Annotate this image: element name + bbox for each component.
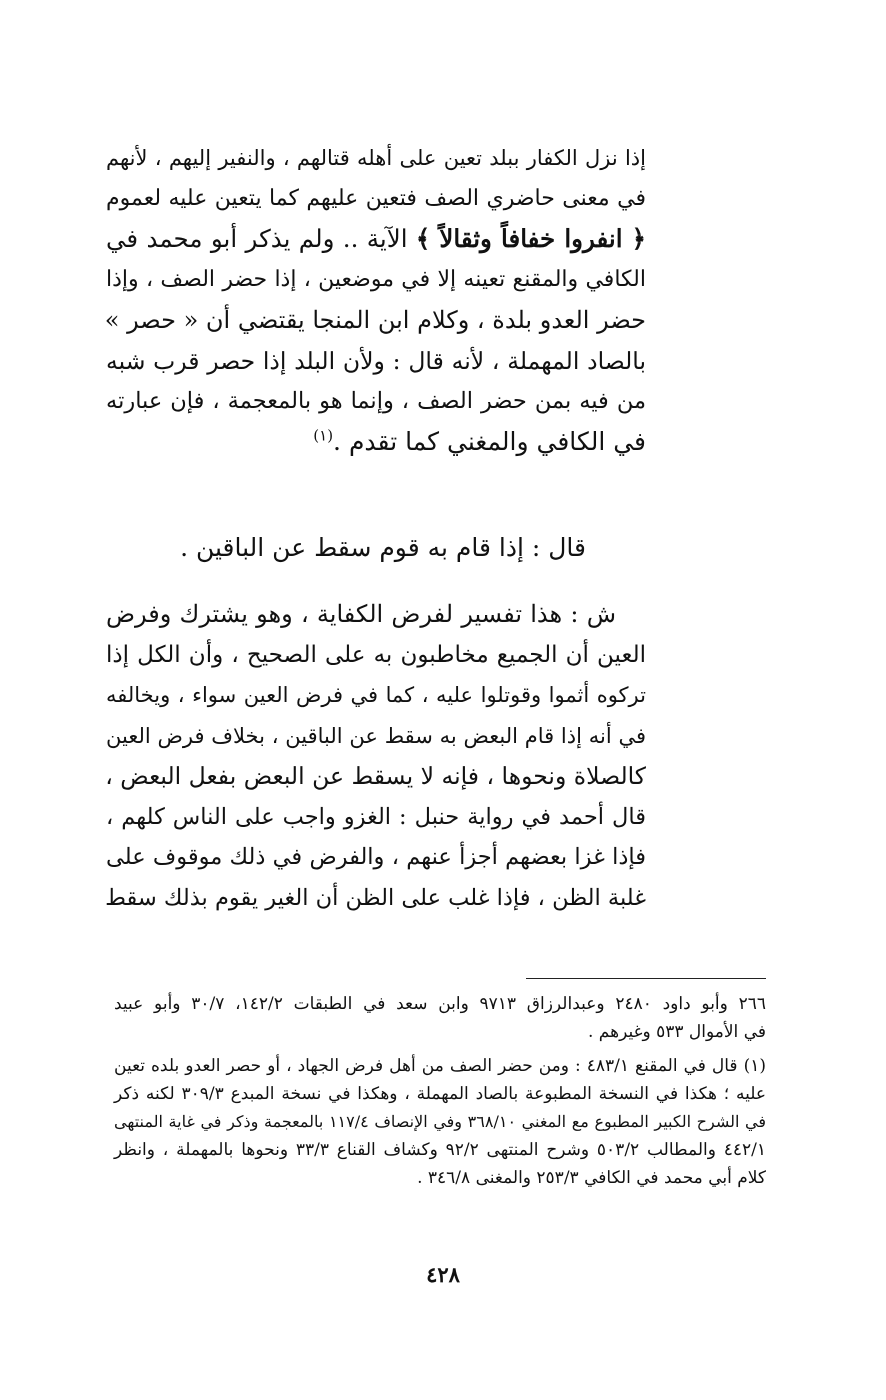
footnote-line: في الشرح الكبير المطبوع مع المغني ٣٦٨/١٠ وفي الإنصاف ١١٧/٤ بالمعجمة وذكر في غاية المنتهى — [114, 1112, 767, 1131]
text-line-verse — [106, 219, 646, 260]
footnote-line: في الأموال ٥٣٣ وغيرهم . — [587, 1022, 766, 1042]
text-line-content: في الكافي والمغني كما تقدم . — [333, 426, 646, 456]
footnote-line: (١) قال في المقنع ٤٨٣/١ : ومن حضر الصف من أهل فرض الجهاد ، أو حصر العدو بلده تعين — [114, 1056, 766, 1076]
footnote-reference: (١) — [313, 426, 334, 445]
text-line: قال أحمد في رواية حنبل : الغزو واجب على الناس كلهم ، — [106, 803, 646, 830]
text-line: في أنه إذا قام البعض به سقط عن الباقين ، بخلاف فرض العين — [106, 723, 646, 748]
text-line: إذا نزل الكفار ببلد تعين على أهله قتالهم ، والنفير إليهم ، لأنهم — [106, 146, 646, 170]
text-line: كالصلاة ونحوها ، فإنه لا يسقط عن البعض بفعل البعض ، — [105, 762, 646, 790]
paragraph-3 — [106, 594, 646, 918]
footnote-line: ٢٦٦ وأبو داود ٢٤٨٠ وعبدالرزاق ٩٧١٣ وابن سعد في الطبقات ١٤٢/٢، ٣٠/٧ وأبو عبيد — [114, 994, 766, 1014]
quote-line: قال : إذا قام به قوم سقط عن الباقين . — [180, 533, 586, 562]
text-line: من فيه بمن حضر الصف ، وإنما هو بالمعجمة ، فإن عبارته — [106, 388, 646, 414]
text-line-content: الآية .. ولم يذكر أبو محمد في — [106, 224, 416, 253]
footnote-line: عليه ؛ هكذا في النسخة المطبوعة بالصاد المهملة ، وهكذا في نسخة المبدع ٣٠٩/٣ لكنه ذكر — [114, 1084, 766, 1104]
footnotes — [114, 990, 766, 1192]
quran-verse: ﴿ انفروا خفافاً وثقالاً ﴾ — [415, 224, 646, 253]
text-line — [106, 422, 646, 463]
footnote-line: ٤٤٢/١ والمطالب ٥٠٣/٢ وشرح المنتهى ٩٢/٢ وكشاف القناع ٣٣/٣ ونحوها بالمهملة ، وانظر — [114, 1140, 766, 1160]
page-number: ٤٢٨ — [426, 1262, 460, 1287]
footnote-line: كلام أبي محمد في الكافي ٢٥٣/٣ والمغنى ٣٤٦/٨ . — [417, 1168, 766, 1188]
quoted-text-paragraph — [106, 528, 646, 569]
text-line: فإذا غزا بعضهم أجزأ عنهم ، والفرض في ذلك موقوف على — [106, 844, 646, 870]
text-line: غلبة الظن ، فإذا غلب على الظن أن الغير يقوم بذلك سقط — [105, 884, 646, 911]
footnote-separator-rule — [526, 978, 766, 979]
text-line: حضر العدو بلدة ، وكلام ابن المنجا يقتضي أن « حصر » — [104, 306, 646, 334]
text-line: العين أن الجميع مخاطبون به على الصحيح ، وأن الكل إذا — [106, 641, 646, 668]
text-line: في معنى حاضري الصف فتعين عليهم كما يتعين عليه لعموم — [106, 185, 646, 211]
text-line: ش : هذا تفسير لفرض الكفاية ، وهو يشترك وفرض — [106, 600, 616, 628]
text-line: الكافي والمقنع تعينه إلا في موضعين ، إذا حضر الصف ، وإذا — [106, 266, 646, 292]
text-line: تركوه أثموا وقوتلوا عليه ، كما في فرض العين سواء ، ويخالفه — [106, 683, 646, 707]
paragraph-1 — [106, 138, 646, 462]
text-line: بالصاد المهملة ، لأنه قال : ولأن البلد إذا حصر قرب شبه — [106, 346, 646, 375]
